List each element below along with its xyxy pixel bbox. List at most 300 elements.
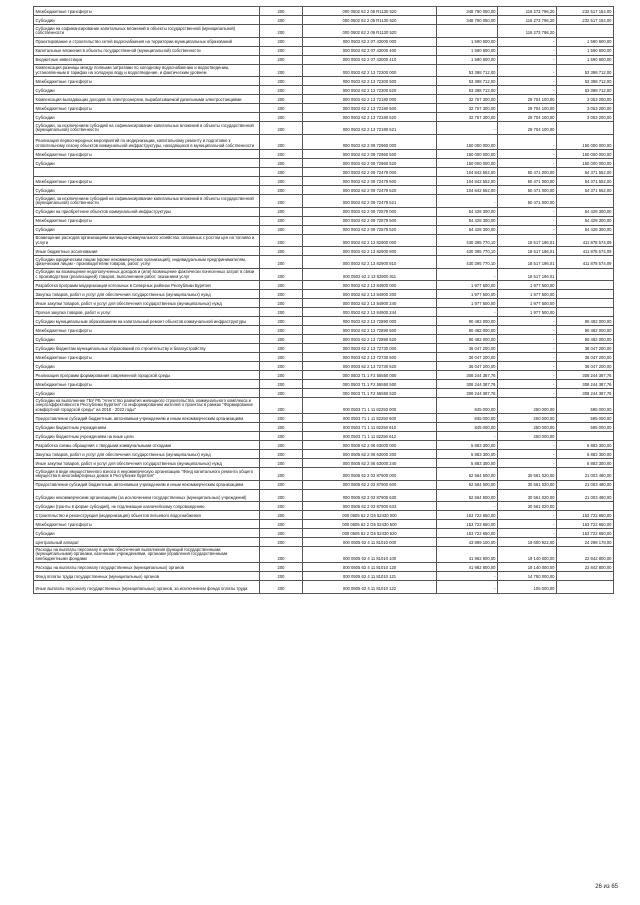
row-name: Межбюджетные трансферты (34, 177, 260, 186)
row-admin-code: 200 (260, 371, 303, 380)
row-approved: 1 590 600,00 (437, 37, 498, 46)
table-row (34, 450, 614, 459)
row-unexecuted: 54 371 552,00 (557, 177, 614, 186)
row-budget-code: 000 0502 62 2 06 R1130 520 (303, 25, 437, 38)
row-executed: - (498, 64, 557, 77)
row-budget-code: 000 0502 62 2 09 72579 500 (303, 216, 437, 225)
table-row (34, 86, 614, 95)
table-row (34, 55, 614, 64)
row-budget-code: 000 0505 62 2 03 87900 630 (303, 489, 437, 502)
row-approved: 53 398 712,00 (437, 86, 498, 95)
row-approved: 845 000,00 (437, 423, 498, 432)
row-approved: 150 000 000,00 (437, 159, 498, 168)
row-budget-code: 000 0505 62 2 03 87900 000 (303, 468, 437, 481)
row-executed: 50 471 000,00 (498, 186, 557, 195)
row-budget-code: 000 0502 62 2 09 72960 500 (303, 150, 437, 159)
row-unexecuted: 153 722 650,00 (557, 529, 614, 538)
row-name: Предоставление субсидий бюджетным, автономным учреждениям и иным некоммерческим организациям (34, 414, 260, 423)
row-approved: 348 790 050,00 (437, 7, 498, 16)
row-budget-code: 000 0503 71 1 11 82250 610 (303, 423, 437, 432)
table-row (34, 122, 614, 135)
row-admin-code: 200 (260, 77, 303, 86)
row-unexecuted (557, 281, 614, 290)
row-name: Межбюджетные трансферты (34, 216, 260, 225)
row-budget-code: 000 0502 62 2 09 72960 520 (303, 159, 437, 168)
row-admin-code: 200 (260, 186, 303, 195)
row-approved: 53 398 712,00 (437, 64, 498, 77)
row-approved: 308 244 387,76 (437, 389, 498, 398)
row-budget-code: 000 0502 62 2 13 82900 810 (303, 256, 437, 269)
row-admin-code: 200 (260, 538, 303, 547)
row-executed: 18 517 196,01 (498, 256, 557, 269)
row-executed: 50 471 000,00 (498, 168, 557, 177)
row-budget-code: 000 0502 62 2 13 84900 244 (303, 308, 437, 317)
row-unexecuted: 36 047 200,00 (557, 362, 614, 371)
row-unexecuted (557, 308, 614, 317)
row-approved: 52 564 500,00 (437, 480, 498, 489)
row-admin-code: 200 (260, 423, 303, 432)
row-unexecuted: 54 371 552,00 (557, 168, 614, 177)
table-row (34, 234, 614, 247)
row-unexecuted: 54 371 552,00 (557, 186, 614, 195)
table-row (34, 389, 614, 398)
row-unexecuted: 36 047 200,00 (557, 353, 614, 362)
row-budget-code: 000 0503 62 2 13 72730 000 (303, 344, 437, 353)
row-executed: - (498, 450, 557, 459)
row-admin-code: 200 (260, 16, 303, 25)
row-executed: - (498, 362, 557, 371)
row-approved: 54 428 300,00 (437, 216, 498, 225)
row-approved: 53 398 712,00 (437, 77, 498, 86)
row-budget-code: 000 0502 62 2 13 72180 000 (303, 95, 437, 104)
table-row (34, 398, 614, 414)
row-budget-code: 000 0502 62 2 06 R1130 520 (303, 16, 437, 25)
row-approved: 845 000,00 (437, 398, 498, 414)
row-name: Предоставление субсидий бюджетным, автономным учреждениям и иным некоммерческим организациям (34, 480, 260, 489)
row-budget-code: 000 0505 62 2 06 63000 240 (303, 459, 437, 468)
row-admin-code: 200 (260, 290, 303, 299)
row-name: Субсидии на возмещение недополученных доходов и (или) возмещение фактически понесенных затрат в связи с производством (реализацией) товаров, выполнением работ, оказанием услуг (34, 268, 260, 281)
row-executed: 30 561 020,00 (498, 480, 557, 489)
table-row (34, 186, 614, 195)
row-name: Межбюджетные трансферты (34, 380, 260, 389)
row-unexecuted: 411 878 574,09 (557, 256, 614, 269)
table-row (34, 64, 614, 77)
row-executed: 250 000,00 (498, 432, 557, 441)
row-executed: - (498, 529, 557, 538)
row-approved: 1 977 500,00 (437, 290, 498, 299)
row-executed: 30 561 020,00 (498, 502, 557, 511)
row-admin-code: 200 (260, 37, 303, 46)
row-admin-code: 200 (260, 520, 303, 529)
row-name: Разработка программ модернизации котельных в Северных районах Республики Бурятия (34, 281, 260, 290)
table-row (34, 563, 614, 572)
row-name: Проектирование и строительство сетей водоснабжения на территории муниципальных образований (34, 37, 260, 46)
row-executed: - (498, 380, 557, 389)
row-executed: 250 000,00 (498, 414, 557, 423)
table-row (34, 538, 614, 547)
row-approved: 104 842 552,00 (437, 186, 498, 195)
row-name: Субсидии (34, 159, 260, 168)
table-row (34, 290, 614, 299)
table-row (34, 268, 614, 281)
row-executed: 19 140 000,00 (498, 547, 557, 563)
row-name: Субсидии (34, 225, 260, 234)
table-row (34, 547, 614, 563)
row-admin-code: 200 (260, 398, 303, 414)
row-approved: - (437, 308, 498, 317)
row-name: Субсидии бюджетам муниципальных образований по строительству и благоустройству (34, 344, 260, 353)
row-unexecuted: 308 244 387,76 (557, 380, 614, 389)
row-admin-code: 200 (260, 432, 303, 441)
row-unexecuted: 411 878 574,09 (557, 234, 614, 247)
table-row (34, 195, 614, 208)
table-row (34, 225, 614, 234)
row-admin-code: 200 (260, 480, 303, 489)
row-budget-code: 000 0505 62 4 11 81010 121 (303, 572, 437, 581)
row-budget-code: 000 0505 62 2 G5 52430 500 (303, 520, 437, 529)
row-approved: 430 395 770,10 (437, 234, 498, 247)
table-row (34, 520, 614, 529)
table-row (34, 299, 614, 308)
table-row (34, 459, 614, 468)
row-unexecuted: 54 428 300,00 (557, 207, 614, 216)
row-executed: - (498, 520, 557, 529)
row-budget-code: 000 0502 62 2 13 72180 500 (303, 104, 437, 113)
row-admin-code: 200 (260, 441, 303, 450)
row-admin-code: 200 (260, 247, 303, 256)
row-approved: 5 883 300,00 (437, 459, 498, 468)
row-unexecuted: 150 000 000,00 (557, 159, 614, 168)
row-admin-code: 200 (260, 159, 303, 168)
row-name: Фонд оплаты труда государственных (муниципальных) органов (34, 572, 260, 581)
row-name: Субсидии, за исключением субсидий на софинансирование капитальных вложений в объекты государственной (муниципальной) собственности (34, 122, 260, 135)
row-name: Субсидии юридическим лицам (кроме некоммерческих организаций), индивидуальным предпринимателям, физическим лицам - производителям товаров, работ, услуг (34, 256, 260, 269)
row-admin-code: 200 (260, 572, 303, 581)
table-row (34, 317, 614, 326)
row-name: Реализация программ формирования современной городской среды (34, 371, 260, 380)
table-row (34, 480, 614, 489)
row-name: Субсидии бюджетным учреждениям (34, 423, 260, 432)
row-approved: 348 790 050,00 (437, 16, 498, 25)
row-approved: 54 428 300,00 (437, 207, 498, 216)
row-admin-code: 200 (260, 122, 303, 135)
row-unexecuted (557, 195, 614, 208)
table-row (34, 95, 614, 104)
row-name: Субсидия в виде имущественного взноса в некоммерческую организацию "Фонд капитального ремонта общего имущества в многоквартирных домах в Республике Бурятия" (34, 468, 260, 481)
row-name: Субсидии на выполнение ГБУ РБ "Агентство развития жилищного строительства, коммунального комплекса и энергоэффективности Республики Бурятия" по информированию жителей о проектах в рамках "Формирование комфортной городской среды" на 2018 - 2022 годы" (34, 398, 260, 414)
row-executed: 19 140 000,00 (498, 563, 557, 572)
table-row (34, 423, 614, 432)
table-row (34, 371, 614, 380)
row-approved: - (437, 502, 498, 511)
row-executed: - (498, 511, 557, 520)
row-executed: 18 517 196,01 (498, 247, 557, 256)
row-admin-code: 200 (260, 25, 303, 38)
row-admin-code: 200 (260, 281, 303, 290)
row-admin-code: 200 (260, 95, 303, 104)
row-admin-code: 200 (260, 104, 303, 113)
row-name: Реализация первоочередных мероприятий по модернизации, капитальному ремонту и подготовке к отопительному сезону объектов коммунальной инфраструктуры, находящихся в муниципальной собственности (34, 134, 260, 150)
budget-table-page (33, 6, 613, 594)
row-name: Субсидии (34, 113, 260, 122)
row-name: Прочая закупка товаров, работ и услуг (34, 308, 260, 317)
row-budget-code: 000 0502 62 2 13 82900 000 (303, 234, 437, 247)
row-executed: 18 517 196,01 (498, 234, 557, 247)
row-approved: 1 590 600,00 (437, 55, 498, 64)
row-budget-code: 000 0503 62 2 13 72730 500 (303, 353, 437, 362)
row-approved: 36 047 200,00 (437, 353, 498, 362)
row-unexecuted: 22 842 800,00 (557, 563, 614, 572)
row-name: Расходы на выплаты персоналу государственных (муниципальных) органов (34, 563, 260, 572)
row-approved: 308 244 387,76 (437, 371, 498, 380)
row-approved: 153 722 650,00 (437, 529, 498, 538)
row-budget-code: 000 0505 62 4 11 81010 000 (303, 538, 437, 547)
row-approved: 41 982 800,00 (437, 563, 498, 572)
row-budget-code: 000 0502 62 2 09 72479 500 (303, 177, 437, 186)
row-admin-code: 200 (260, 308, 303, 317)
row-executed: 50 471 000,00 (498, 177, 557, 186)
row-unexecuted: 3 053 200,00 (557, 113, 614, 122)
row-unexecuted: 53 398 712,00 (557, 64, 614, 77)
row-executed: - (498, 459, 557, 468)
row-name: Центральный аппарат (34, 538, 260, 547)
row-admin-code: 200 (260, 489, 303, 502)
row-name: Субсидии на софинансирование капитальных вложений в объекты государственной (муниципальной) собственности (34, 25, 260, 38)
row-name: Компенсация выпадающих доходов по электроэнергии, вырабатываемой дизельными электростанциями (34, 95, 260, 104)
row-executed: - (498, 55, 557, 64)
row-name: Субсидии на приобретение объектов коммунальной инфраструктуры (34, 207, 260, 216)
row-unexecuted: 5 883 300,00 (557, 450, 614, 459)
row-name: Субсидии (34, 186, 260, 195)
row-name: Межбюджетные трансферты (34, 7, 260, 16)
row-unexecuted: 5 883 300,00 (557, 459, 614, 468)
row-admin-code: 200 (260, 362, 303, 371)
row-unexecuted (557, 572, 614, 581)
row-admin-code: 200 (260, 581, 303, 594)
row-budget-code: 000 0502 62 2 13 72180 520 (303, 113, 437, 122)
table-row (34, 247, 614, 256)
row-admin-code: 200 (260, 547, 303, 563)
row-budget-code: 000 0502 62 2 06 R1130 520 (303, 7, 437, 16)
row-executed: 29 704 100,00 (498, 104, 557, 113)
row-name: Закупка товаров, работ и услуг для обеспечения государственных (муниципальных) нужд (34, 290, 260, 299)
row-admin-code: 200 (260, 177, 303, 186)
row-unexecuted: 153 722 650,00 (557, 520, 614, 529)
row-executed: 29 704 100,00 (498, 113, 557, 122)
row-admin-code: 200 (260, 299, 303, 308)
row-admin-code: 200 (260, 326, 303, 335)
row-admin-code: 200 (260, 268, 303, 281)
row-unexecuted: 90 482 000,00 (557, 335, 614, 344)
row-unexecuted: 308 244 387,76 (557, 371, 614, 380)
row-budget-code: 000 0503 71 1 11 82250 600 (303, 414, 437, 423)
row-budget-code: 000 0503 62 2 13 72730 520 (303, 362, 437, 371)
row-budget-code: 000 0505 62 2 G5 52430 000 (303, 511, 437, 520)
row-unexecuted: 153 722 650,00 (557, 511, 614, 520)
row-approved: 54 428 300,00 (437, 225, 498, 234)
row-executed: 116 273 796,20 (498, 25, 557, 38)
row-executed: - (498, 344, 557, 353)
row-budget-code: 000 0503 71 1 F2 55550 500 (303, 380, 437, 389)
table-row (34, 344, 614, 353)
row-budget-code: 000 0502 62 2 13 84900 200 (303, 290, 437, 299)
row-approved: - (437, 581, 498, 594)
row-budget-code: 000 0503 71 1 F2 55550 000 (303, 371, 437, 380)
row-executed: - (498, 353, 557, 362)
row-admin-code: 200 (260, 380, 303, 389)
row-name: Иные бюджетные ассигнования (34, 247, 260, 256)
row-name: Субсидии муниципальным образованиям на капитальный ремонт объектов коммунальной инфраструктуры (34, 317, 260, 326)
row-admin-code: 200 (260, 502, 303, 511)
row-approved: 1 977 500,00 (437, 281, 498, 290)
row-admin-code: 200 (260, 168, 303, 177)
table-row (34, 529, 614, 538)
row-unexecuted: 54 428 300,00 (557, 216, 614, 225)
table-row (34, 308, 614, 317)
row-approved: 150 000 000,00 (437, 150, 498, 159)
row-executed: - (498, 77, 557, 86)
row-name: Строительство и реконструкция (модернизация) объектов питьевого водоснабжения (34, 511, 260, 520)
row-admin-code: 200 (260, 64, 303, 77)
row-name: Бюджетные инвестиции (34, 55, 260, 64)
row-approved: 430 395 770,10 (437, 256, 498, 269)
row-unexecuted (557, 268, 614, 281)
row-executed: 250 000,00 (498, 423, 557, 432)
row-executed: 1 977 500,00 (498, 308, 557, 317)
row-admin-code: 200 (260, 225, 303, 234)
row-unexecuted (557, 25, 614, 38)
row-admin-code: 200 (260, 468, 303, 481)
row-unexecuted: 1 590 600,00 (557, 55, 614, 64)
row-budget-code: 000 0503 71 1 F2 55550 520 (303, 389, 437, 398)
row-unexecuted (557, 299, 614, 308)
table-row (34, 511, 614, 520)
row-unexecuted: 150 000 000,00 (557, 150, 614, 159)
row-executed: - (498, 225, 557, 234)
row-budget-code: 000 0505 62 2 03 87900 600 (303, 480, 437, 489)
table-row (34, 326, 614, 335)
row-unexecuted: 150 000 000,00 (557, 134, 614, 150)
row-unexecuted: 53 398 712,00 (557, 77, 614, 86)
table-row (34, 432, 614, 441)
row-approved: 36 047 200,00 (437, 362, 498, 371)
row-budget-code: 000 0502 62 2 13 72890 520 (303, 335, 437, 344)
row-name: Иные закупки товаров, работ и услуг для обеспечения государственных (муниципальных) нужд (34, 299, 260, 308)
row-admin-code: 200 (260, 46, 303, 55)
row-name: Межбюджетные трансферты (34, 520, 260, 529)
row-approved: 52 564 500,00 (437, 489, 498, 502)
row-executed: - (498, 326, 557, 335)
row-approved: 32 757 300,00 (437, 104, 498, 113)
row-admin-code: 200 (260, 344, 303, 353)
row-name: Субсидии (34, 529, 260, 538)
row-unexecuted: 53 398 712,00 (557, 86, 614, 95)
row-budget-code: 000 0502 62 2 09 72960 000 (303, 134, 437, 150)
table-row (34, 37, 614, 46)
row-unexecuted (557, 432, 614, 441)
table-row (34, 572, 614, 581)
row-admin-code: 200 (260, 563, 303, 572)
row-budget-code: 000 0502 62 2 09 72579 000 (303, 207, 437, 216)
row-name: Субсидии (34, 16, 260, 25)
row-unexecuted: 36 047 200,00 (557, 344, 614, 353)
row-approved: - (437, 572, 498, 581)
row-approved: 308 244 387,76 (437, 380, 498, 389)
row-admin-code: 200 (260, 353, 303, 362)
row-admin-code: 200 (260, 113, 303, 122)
row-budget-code: 000 0502 62 2 09 72479 520 (303, 186, 437, 195)
row-executed: 14 750 000,00 (498, 572, 557, 581)
row-budget-code: 000 0505 62 4 11 81010 120 (303, 563, 437, 572)
row-name: Компенсация разницы между полными затратами по холодному водоснабжению и водоотведению, установленным в тарифах на холодную воду и водоотведение, и фактическим уровнем (34, 64, 260, 77)
row-name: Иные закупки товаров, работ и услуг для обеспечения государственных (муниципальных) нужд (34, 459, 260, 468)
table-row (34, 281, 614, 290)
row-budget-code: 000 0502 62 2 07 43000 000 (303, 37, 437, 46)
row-budget-code: 000 0502 62 2 13 82900 811 (303, 268, 437, 281)
row-executed: 50 471 000,00 (498, 195, 557, 208)
budget-table (33, 6, 614, 594)
row-budget-code: 000 0505 62 4 11 81010 100 (303, 547, 437, 563)
row-unexecuted: 54 428 300,00 (557, 225, 614, 234)
row-budget-code: 000 0502 62 2 13 72180 521 (303, 122, 437, 135)
table-row (34, 335, 614, 344)
row-approved: 32 757 300,00 (437, 95, 498, 104)
table-row (34, 25, 614, 38)
row-unexecuted (557, 290, 614, 299)
row-unexecuted: 1 590 600,00 (557, 37, 614, 46)
row-executed: - (498, 159, 557, 168)
row-budget-code: 000 0502 62 2 09 72479 521 (303, 195, 437, 208)
table-row (34, 256, 614, 269)
row-budget-code: 000 0505 62 4 11 81010 122 (303, 581, 437, 594)
table-row (34, 177, 614, 186)
row-approved: 52 564 500,00 (437, 468, 498, 481)
row-admin-code: 200 (260, 414, 303, 423)
table-row (34, 159, 614, 168)
row-approved: 1 977 500,00 (437, 299, 498, 308)
row-executed: 116 273 796,20 (498, 7, 557, 16)
row-name: Субсидии (гранты в форме субсидий), не подлежащие казначейскому сопровождению (34, 502, 260, 511)
row-executed: - (498, 317, 557, 326)
row-approved: 430 395 770,10 (437, 247, 498, 256)
row-name: Субсидии, за исключением субсидий на софинансирование капитальных вложений в объекты государственной (муниципальной) собственности (34, 195, 260, 208)
row-unexecuted (557, 122, 614, 135)
row-unexecuted: 21 003 480,00 (557, 468, 614, 481)
row-executed: 1 977 500,00 (498, 281, 557, 290)
row-name: Субсидии (34, 362, 260, 371)
row-budget-code: 000 0502 62 2 13 72300 000 (303, 64, 437, 77)
row-admin-code: 200 (260, 317, 303, 326)
row-name: Субсидии (34, 389, 260, 398)
row-approved: 150 000 000,00 (437, 134, 498, 150)
row-executed: 250 000,00 (498, 398, 557, 414)
row-budget-code: 000 0502 62 2 13 72890 500 (303, 326, 437, 335)
row-admin-code: 200 (260, 256, 303, 269)
row-budget-code: 000 0502 62 2 07 43000 400 (303, 46, 437, 55)
row-executed: 29 704 100,00 (498, 95, 557, 104)
table-row (34, 150, 614, 159)
row-unexecuted: 1 590 600,00 (557, 46, 614, 55)
row-unexecuted: 5 883 300,00 (557, 441, 614, 450)
row-approved: 104 842 552,00 (437, 168, 498, 177)
row-executed: - (498, 371, 557, 380)
row-admin-code: 200 (260, 234, 303, 247)
row-executed: - (498, 207, 557, 216)
row-name: Межбюджетные трансферты (34, 104, 260, 113)
row-executed: - (498, 46, 557, 55)
row-admin-code: 200 (260, 150, 303, 159)
